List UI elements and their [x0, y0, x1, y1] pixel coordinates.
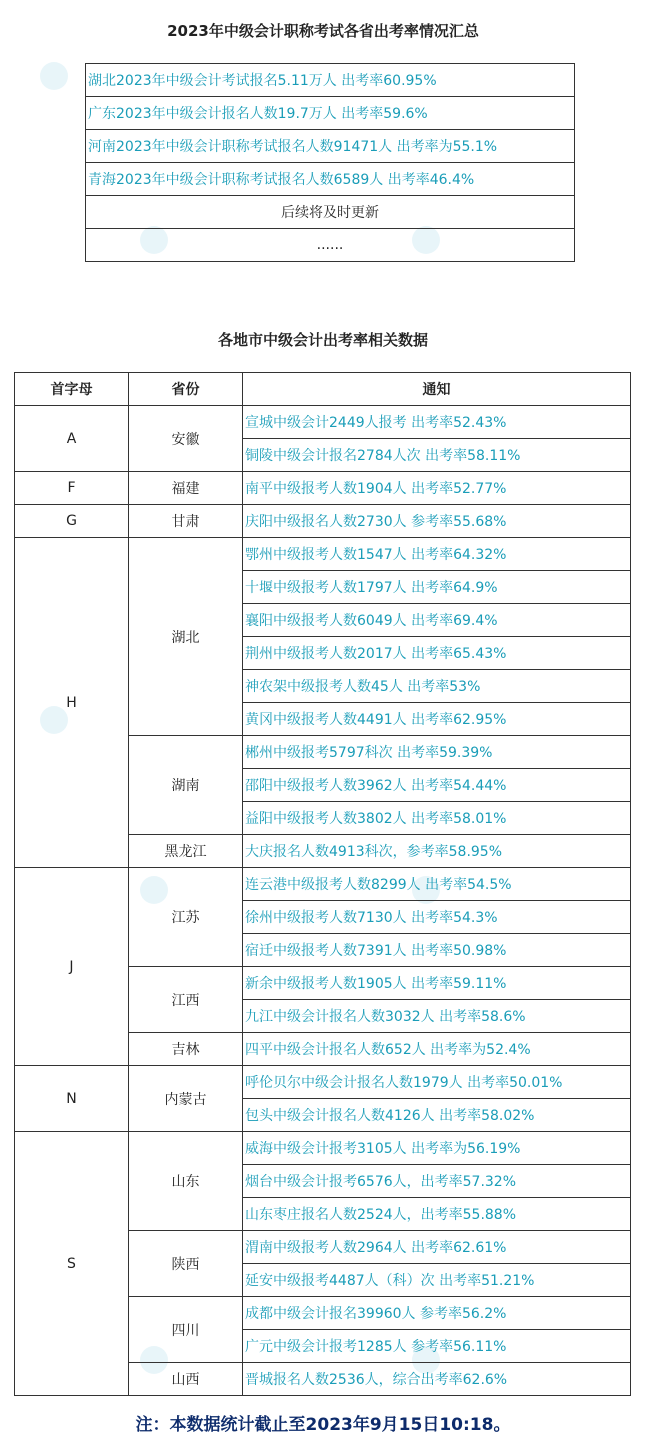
notice-link[interactable]: 宿迁中级报考人数7391人 出考率50.98% [243, 934, 631, 967]
notice-link[interactable]: 九江中级会计报名人数3032人 出考率58.6% [243, 1000, 631, 1033]
province-cell: 内蒙古 [129, 1066, 243, 1132]
notice-link[interactable]: 郴州中级报考5797科次 出考率59.39% [243, 736, 631, 769]
notice-link[interactable]: 连云港中级报考人数8299人 出考率54.5% [243, 868, 631, 901]
summary-title: 2023年中级会计职称考试各省出考率情况汇总 [167, 22, 479, 40]
notice-link[interactable]: 新余中级报考人数1905人 出考率59.11% [243, 967, 631, 1000]
initial-cell: N [15, 1066, 129, 1132]
notice-link[interactable]: 神农架中级报考人数45人 出考率53% [243, 670, 631, 703]
table-row [15, 406, 631, 439]
header-notice: 通知 [243, 373, 631, 406]
table-row [15, 1132, 631, 1165]
notice-link[interactable]: 渭南中级报考人数2964人 出考率62.61% [243, 1231, 631, 1264]
notice-link[interactable]: 威海中级会计报考3105人 出考率为56.19% [243, 1132, 631, 1165]
notice-link[interactable]: 十堰中级报考人数1797人 出考率64.9% [243, 571, 631, 604]
header-initial: 首字母 [15, 373, 129, 406]
summary-link[interactable]: 青海2023年中级会计职称考试报名人数6589人 出考率46.4% [86, 163, 575, 196]
footnote: 注：本数据统计截止至2023年9月15日10:18。 [135, 1415, 511, 1435]
header-province: 省份 [129, 373, 243, 406]
notice-link[interactable]: 烟台中级会计报考6576人，出考率57.32% [243, 1165, 631, 1198]
header-row [15, 373, 631, 406]
summary-text: ...... [86, 229, 575, 262]
summary-link[interactable]: 湖北2023年中级会计考试报名5.11万人 出考率60.95% [86, 64, 575, 97]
notice-link[interactable]: 鄂州中级报考人数1547人 出考率64.32% [243, 538, 631, 571]
table-row [15, 538, 631, 571]
province-cell: 山西 [129, 1363, 243, 1396]
summary-link[interactable]: 河南2023年中级会计职称考试报名人数91471人 出考率为55.1% [86, 130, 575, 163]
province-cell: 江西 [129, 967, 243, 1033]
notice-link[interactable]: 益阳中级报考人数3802人 出考率58.01% [243, 802, 631, 835]
initial-cell: J [15, 868, 129, 1066]
initial-cell: A [15, 406, 129, 472]
watermark-logo-icon [40, 62, 68, 90]
summary-row [86, 163, 575, 196]
notice-link[interactable]: 黄冈中级报考人数4491人 出考率62.95% [243, 703, 631, 736]
initial-cell: H [15, 538, 129, 868]
initial-cell: F [15, 472, 129, 505]
notice-link[interactable]: 铜陵中级会计报名2784人次 出考率58.11% [243, 439, 631, 472]
notice-link[interactable]: 广元中级会计报考1285人 参考率56.11% [243, 1330, 631, 1363]
province-cell: 江苏 [129, 868, 243, 967]
province-summary-table [85, 63, 575, 262]
notice-link[interactable]: 四平中级会计报名人数652人 出考率为52.4% [243, 1033, 631, 1066]
table-row [15, 868, 631, 901]
summary-link[interactable]: 广东2023年中级会计报名人数19.7万人 出考率59.6% [86, 97, 575, 130]
initial-cell: G [15, 505, 129, 538]
summary-row [86, 130, 575, 163]
notice-link[interactable]: 呼伦贝尔中级会计报名人数1979人 出考率50.01% [243, 1066, 631, 1099]
province-cell: 甘肃 [129, 505, 243, 538]
table-row [15, 505, 631, 538]
notice-link[interactable]: 大庆报名人数4913科次，参考率58.95% [243, 835, 631, 868]
table-row [15, 1066, 631, 1099]
notice-link[interactable]: 庆阳中级报名人数2730人 参考率55.68% [243, 505, 631, 538]
initial-cell: S [15, 1132, 129, 1396]
notice-link[interactable]: 山东枣庄报名人数2524人，出考率55.88% [243, 1198, 631, 1231]
notice-link[interactable]: 晋城报名人数2536人，综合出考率62.6% [243, 1363, 631, 1396]
summary-row [86, 64, 575, 97]
table-row [15, 472, 631, 505]
summary-row [86, 229, 575, 262]
city-detail-table [14, 372, 631, 1396]
summary-text: 后续将及时更新 [86, 196, 575, 229]
notice-link[interactable]: 包头中级会计报名人数4126人 出考率58.02% [243, 1099, 631, 1132]
notice-link[interactable]: 延安中级报考4487人（科）次 出考率51.21% [243, 1264, 631, 1297]
province-cell: 四川 [129, 1297, 243, 1363]
province-cell: 福建 [129, 472, 243, 505]
province-cell: 安徽 [129, 406, 243, 472]
notice-link[interactable]: 南平中级报考人数1904人 出考率52.77% [243, 472, 631, 505]
province-cell: 湖北 [129, 538, 243, 736]
summary-row [86, 196, 575, 229]
notice-link[interactable]: 荆州中级报考人数2017人 出考率65.43% [243, 637, 631, 670]
notice-link[interactable]: 徐州中级报考人数7130人 出考率54.3% [243, 901, 631, 934]
summary-row [86, 97, 575, 130]
notice-link[interactable]: 襄阳中级报考人数6049人 出考率69.4% [243, 604, 631, 637]
province-cell: 湖南 [129, 736, 243, 835]
notice-link[interactable]: 邵阳中级报考人数3962人 出考率54.44% [243, 769, 631, 802]
province-cell: 陕西 [129, 1231, 243, 1297]
province-cell: 山东 [129, 1132, 243, 1231]
detail-title: 各地市中级会计出考率相关数据 [217, 331, 428, 349]
notice-link[interactable]: 宣城中级会计2449人报考 出考率52.43% [243, 406, 631, 439]
province-cell: 吉林 [129, 1033, 243, 1066]
notice-link[interactable]: 成都中级会计报名39960人 参考率56.2% [243, 1297, 631, 1330]
province-cell: 黑龙江 [129, 835, 243, 868]
